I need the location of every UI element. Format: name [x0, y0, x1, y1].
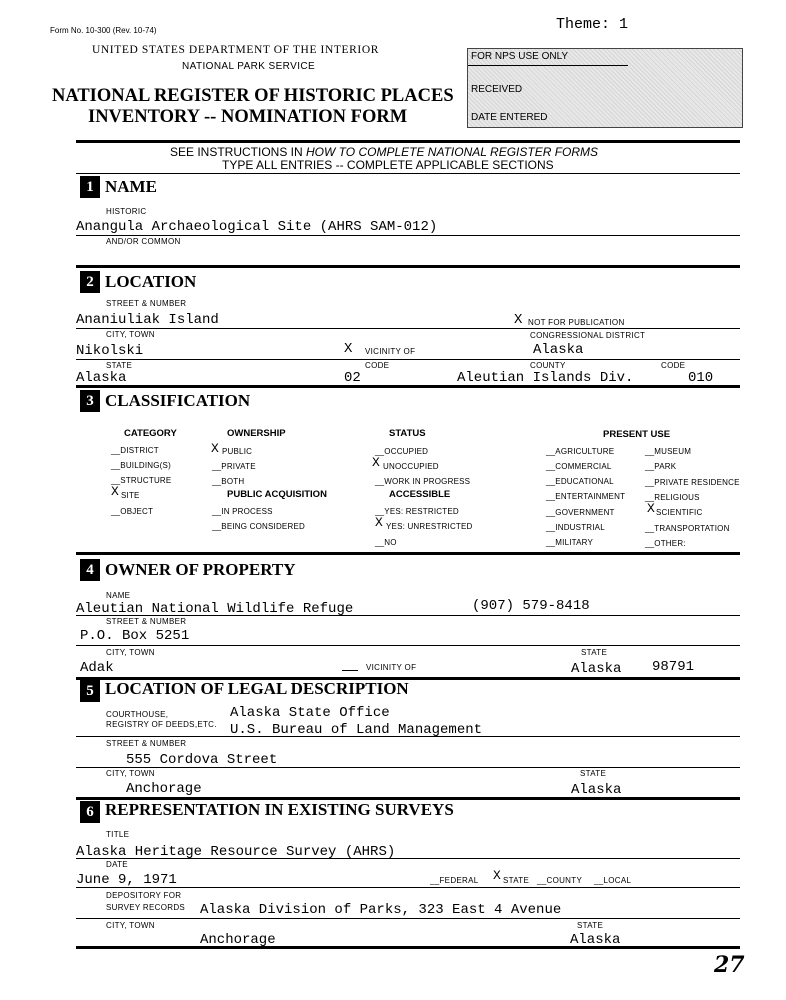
accessible-restricted: __YES: RESTRICTED	[375, 507, 459, 516]
field-line	[76, 767, 740, 768]
status-work-in-progress: __WORK IN PROGRESS	[375, 477, 471, 486]
not-for-publication-mark: X	[514, 312, 523, 328]
theme-label: Theme: 1	[556, 16, 629, 33]
vicinity-mark: X	[344, 341, 353, 357]
survey-title-label: TITLE	[106, 830, 130, 839]
legal-state-value: Alaska	[571, 782, 622, 798]
nps-received-label: RECEIVED	[471, 84, 523, 95]
use-scientific-mark: X	[647, 501, 655, 516]
accessible-heading: ACCESSIBLE	[389, 489, 451, 500]
state-label: STATE	[106, 361, 133, 370]
section-title-legal-description: LOCATION OF LEGAL DESCRIPTION	[105, 679, 409, 698]
district-value: Alaska	[533, 342, 584, 358]
section-number-4: 4	[80, 559, 100, 581]
section-title-surveys: REPRESENTATION IN EXISTING SURVEYS	[105, 800, 454, 819]
use-military: __MILITARY	[546, 538, 594, 547]
survey-state-mark: X	[493, 868, 501, 883]
section-title-owner: OWNER OF PROPERTY	[105, 560, 296, 579]
owner-zip-value: 98791	[652, 659, 695, 675]
survey-date-value: June 9, 1971	[76, 872, 177, 888]
county-label: COUNTY	[530, 361, 566, 370]
owner-name-value: Aleutian National Wildlife Refuge	[76, 601, 354, 617]
owner-name-label: NAME	[106, 591, 131, 600]
city-town-label: CITY, TOWN	[106, 330, 155, 339]
courthouse-value-2: U.S. Bureau of Land Management	[230, 722, 483, 738]
status-unoccupied-mark: X	[372, 455, 380, 470]
street-value: Ananiuliak Island	[76, 312, 219, 328]
instructions-italic: HOW TO COMPLETE NATIONAL REGISTER FORMS	[306, 145, 599, 159]
owner-city-value: Adak	[80, 660, 114, 676]
acquisition-being-considered: __BEING CONSIDERED	[212, 522, 305, 531]
depository-label-2: SURVEY RECORDS	[106, 903, 186, 912]
legal-state-label: STATE	[580, 769, 607, 778]
owner-street-value: P.O. Box 5251	[80, 628, 190, 644]
category-structure: __STRUCTURE	[111, 476, 172, 485]
survey-city-label: CITY, TOWN	[106, 921, 155, 930]
legal-street-label: STREET & NUMBER	[106, 739, 187, 748]
divider	[76, 946, 740, 949]
form-title-line1: NATIONAL REGISTER OF HISTORIC PLACES	[52, 86, 454, 106]
owner-state-value: Alaska	[571, 661, 622, 677]
ownership-heading: OWNERSHIP	[227, 428, 286, 439]
status-occupied: __OCCUPIED	[375, 447, 429, 456]
category-district: __DISTRICT	[111, 446, 159, 455]
accessible-no: __NO	[375, 538, 397, 547]
status-heading: STATUS	[389, 428, 426, 439]
present-use-heading: PRESENT USE	[603, 429, 671, 440]
county-code-label: CODE	[661, 361, 686, 370]
depository-value: Alaska Division of Parks, 323 East 4 Avenue	[200, 902, 562, 918]
survey-state-option: STATE	[503, 876, 530, 885]
form-number: Form No. 10-300 (Rev. 10-74)	[50, 26, 157, 35]
status-unoccupied: UNOCCUPIED	[383, 462, 439, 471]
section-title-location: LOCATION	[105, 272, 197, 291]
survey-date-label: DATE	[106, 860, 128, 869]
page-number: 27	[714, 952, 745, 978]
nps-use-box	[467, 48, 743, 128]
nps-date-entered-label: DATE ENTERED	[471, 112, 548, 123]
category-site-mark: X	[111, 484, 119, 499]
section-number-1: 1	[80, 176, 100, 198]
use-transportation: __TRANSPORTATION	[645, 524, 730, 533]
code-value: 02	[344, 370, 361, 386]
section-title-name: NAME	[105, 177, 157, 196]
field-line	[76, 235, 740, 236]
use-entertainment: __ENTERTAINMENT	[546, 492, 626, 501]
not-for-publication-label: NOT FOR PUBLICATION	[528, 318, 625, 327]
instructions-line2: TYPE ALL ENTRIES -- COMPLETE APPLICABLE SECTIONS	[222, 158, 554, 172]
legal-street-value: 555 Cordova Street	[126, 752, 278, 768]
congressional-district-label: CONGRESSIONAL DISTRICT	[530, 331, 646, 340]
use-agriculture: __AGRICULTURE	[546, 447, 615, 456]
survey-city-value: Anchorage	[200, 932, 276, 948]
divider	[76, 173, 740, 174]
section-number-2: 2	[80, 271, 100, 293]
registry-label: REGISTRY OF DEEDS,ETC.	[106, 720, 217, 729]
field-line	[76, 858, 740, 859]
owner-state-label: STATE	[581, 648, 608, 657]
divider	[76, 385, 740, 388]
code-label: CODE	[365, 361, 390, 370]
field-line	[76, 645, 740, 646]
owner-street-label: STREET & NUMBER	[106, 617, 187, 626]
field-line	[76, 328, 740, 329]
courthouse-value-1: Alaska State Office	[230, 705, 390, 721]
courthouse-label: COURTHOUSE,	[106, 710, 169, 719]
accessible-unrestricted-mark: X	[375, 515, 383, 530]
category-site: SITE	[121, 491, 140, 500]
county-code-value: 010	[688, 370, 714, 386]
category-heading: CATEGORY	[124, 428, 177, 439]
field-line	[76, 736, 740, 737]
legal-city-label: CITY, TOWN	[106, 769, 155, 778]
state-value: Alaska	[76, 370, 127, 386]
divider	[76, 552, 740, 555]
survey-federal-option: __FEDERAL	[430, 876, 479, 885]
historic-name-value: Anangula Archaeological Site (AHRS SAM-012)	[76, 219, 438, 235]
depository-label-1: DEPOSITORY FOR	[106, 891, 182, 900]
category-object: __OBJECT	[111, 507, 154, 516]
city-value: Nikolski	[76, 343, 144, 359]
use-government: __GOVERNMENT	[546, 508, 615, 517]
service-name: NATIONAL PARK SERVICE	[182, 61, 316, 72]
instructions-prefix: SEE INSTRUCTIONS IN	[170, 145, 307, 159]
legal-city-value: Anchorage	[126, 781, 202, 797]
divider	[76, 265, 740, 268]
ownership-public-mark: X	[211, 441, 219, 456]
divider	[76, 140, 740, 143]
use-religious: __RELIGIOUS	[645, 493, 700, 502]
county-value: Aleutian Islands Div.	[457, 370, 634, 386]
use-scientific: SCIENTIFIC	[656, 508, 703, 517]
field-line	[76, 359, 740, 360]
use-museum: __MUSEUM	[645, 447, 692, 456]
nps-use-only-label: FOR NPS USE ONLY	[471, 51, 569, 62]
survey-local-option: __LOCAL	[594, 876, 632, 885]
owner-vicinity-label: VICINITY OF	[366, 663, 417, 672]
vicinity-of-label: VICINITY OF	[365, 347, 416, 356]
ownership-public: PUBLIC	[222, 447, 253, 456]
department-name: UNITED STATES DEPARTMENT OF THE INTERIOR	[92, 44, 380, 56]
historic-label: HISTORIC	[106, 207, 147, 216]
ownership-both: __BOTH	[212, 477, 245, 486]
owner-city-label: CITY, TOWN	[106, 648, 155, 657]
owner-vicinity-blank	[342, 660, 358, 671]
acquisition-in-process: __IN PROCESS	[212, 507, 273, 516]
use-park: __PARK	[645, 462, 677, 471]
survey-state-label: STATE	[577, 921, 604, 930]
form-title-line2: INVENTORY -- NOMINATION FORM	[88, 107, 408, 127]
use-private-residence: __PRIVATE RESIDENCE	[645, 478, 740, 487]
use-industrial: __INDUSTRIAL	[546, 523, 605, 532]
public-acquisition-heading: PUBLIC ACQUISITION	[227, 489, 327, 500]
category-buildings: __BUILDING(S)	[111, 461, 171, 470]
section-title-classification: CLASSIFICATION	[105, 391, 251, 410]
section-number-5: 5	[80, 680, 100, 702]
field-line	[76, 918, 740, 919]
use-other: __OTHER:	[645, 539, 686, 548]
use-commercial: __COMMERCIAL	[546, 462, 612, 471]
owner-phone-value: (907) 579-8418	[472, 598, 590, 614]
instructions-line1	[170, 145, 598, 159]
field-line	[76, 615, 740, 616]
use-educational: __EDUCATIONAL	[546, 477, 614, 486]
street-number-label: STREET & NUMBER	[106, 299, 187, 308]
survey-title-value: Alaska Heritage Resource Survey (AHRS)	[76, 844, 396, 860]
survey-county-option: __COUNTY	[537, 876, 583, 885]
section-number-3: 3	[80, 390, 100, 412]
survey-state-value: Alaska	[570, 932, 621, 948]
common-name-label: AND/OR COMMON	[106, 237, 181, 246]
ownership-private: __PRIVATE	[212, 462, 256, 471]
accessible-unrestricted: YES: UNRESTRICTED	[386, 522, 473, 531]
section-number-6: 6	[80, 801, 100, 823]
field-line	[76, 887, 740, 888]
